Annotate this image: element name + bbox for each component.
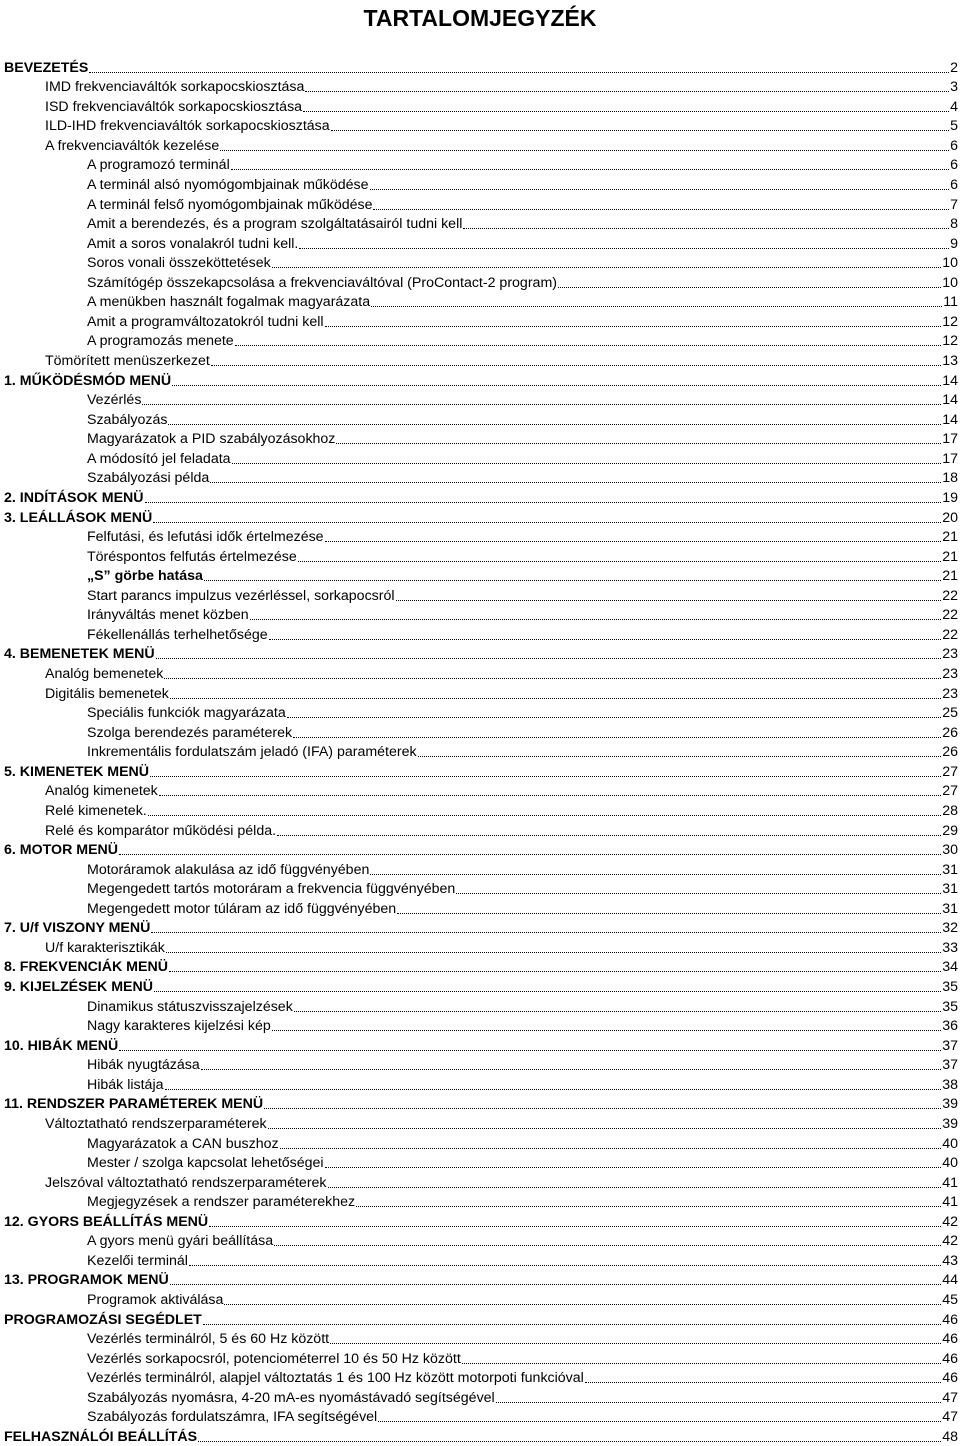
dot-leader [325, 541, 942, 542]
dot-leader [496, 1402, 942, 1403]
dot-leader [272, 1030, 941, 1031]
toc-entry-page: 6 [950, 157, 958, 174]
toc-entry[interactable] [0, 644, 960, 664]
toc-entry-label: Digitális bemenetek [45, 685, 169, 702]
dot-leader [463, 228, 949, 229]
toc-entry[interactable] [0, 1368, 960, 1388]
toc-entry-label: Szolga berendezés paraméterek [87, 724, 293, 741]
toc-title: TARTALOMJEGYZÉK [363, 5, 597, 31]
toc-entry-label: Motoráramok alakulása az idő függvényében [87, 861, 370, 878]
toc-entry-page: 13 [942, 353, 958, 369]
toc-entry[interactable] [0, 800, 960, 820]
toc-entry[interactable] [0, 116, 960, 136]
toc-entry-page: 26 [942, 724, 958, 741]
dot-leader [277, 835, 941, 836]
toc-entry-page: 22 [942, 626, 958, 643]
toc-entry-label: Számítógép összekapcsolása a frekvenciaváltóval (ProContact-2 program) [87, 274, 557, 291]
toc-entry-label: Amit a soros vonalakról tudni kell. [87, 235, 299, 252]
toc-entry[interactable] [0, 390, 960, 410]
toc-entry-page: 3 [950, 79, 958, 96]
dot-leader [198, 1441, 941, 1442]
toc-entry-label: Magyarázatok a PID szabályozásokhoz [87, 431, 336, 448]
toc-entry-label: Start parancs impulzus vezérléssel, sorkapocsról [87, 587, 395, 604]
toc-entry-page: 23 [942, 666, 958, 682]
toc-entry-page: 41 [942, 1194, 958, 1211]
dot-leader [268, 1128, 942, 1129]
toc-entry-page: 40 [942, 1155, 958, 1172]
toc-entry-page: 40 [942, 1135, 958, 1152]
toc-entry[interactable] [0, 761, 960, 781]
toc-entry[interactable] [0, 624, 960, 644]
dot-leader [272, 267, 941, 268]
dot-leader [204, 580, 941, 581]
toc-entry[interactable] [0, 155, 960, 175]
toc-entry-page: 35 [942, 979, 958, 995]
toc-entry[interactable] [0, 722, 960, 742]
toc-entry-page: 7 [950, 196, 958, 213]
toc-entry-page: 14 [942, 411, 958, 428]
toc-entry-label: 3. LEÁLLÁSOK MENÜ [4, 509, 153, 526]
dot-leader [462, 1363, 941, 1364]
toc-entry-label: Felfutási, és lefutási idők értelmezése [87, 529, 324, 546]
toc-entry-label: Dinamikus státuszvisszajelzések [87, 998, 293, 1015]
dot-leader [356, 1206, 941, 1207]
dot-leader [145, 502, 942, 503]
toc-entry[interactable] [0, 859, 960, 879]
toc-entry-label: Programok aktiválása [87, 1292, 224, 1308]
toc-entry-page: 35 [942, 998, 958, 1015]
toc-entry[interactable] [0, 1250, 960, 1270]
toc-entry-page: 39 [942, 1096, 958, 1113]
toc-entry-page: 36 [942, 1018, 958, 1035]
toc-entry-label: A gyors menü gyári beállítása [87, 1233, 274, 1250]
toc-entry-page: 10 [942, 255, 958, 272]
toc-entry-label: Változtatható rendszerparaméterek [45, 1115, 267, 1132]
toc-entry-label: Nagy karakteres kijelzési kép [87, 1018, 271, 1035]
toc-entry-label: Inkrementális fordulatszám jeladó (IFA) paraméterek [87, 744, 417, 761]
toc-entry-page: 31 [942, 881, 958, 898]
toc-entry-label: 7. U/f VISZONY MENÜ [4, 920, 151, 937]
dot-leader [294, 1011, 941, 1012]
toc-entry-label: Vezérlés sorkapocsról, potenciométerrel 10 és 50 Hz között [87, 1350, 461, 1367]
toc-entry-label: PROGRAMOZÁSI SEGÉDLET [4, 1311, 202, 1328]
toc-entry-page: 23 [942, 646, 958, 663]
toc-entry-page: 46 [942, 1370, 958, 1387]
dot-leader [166, 952, 941, 953]
dot-leader [373, 209, 949, 210]
dot-leader [209, 1226, 941, 1227]
toc-entry[interactable] [0, 996, 960, 1016]
dot-leader [418, 756, 942, 757]
toc-entry-label: Vezérlés [87, 392, 142, 409]
toc-entry-label: A terminál felső nyomógombjainak működése [87, 196, 373, 213]
dot-leader [170, 698, 941, 699]
toc-entry[interactable] [0, 1192, 960, 1212]
dot-leader [201, 1069, 941, 1070]
toc-entry[interactable] [0, 937, 960, 957]
toc-entry-page: 31 [942, 861, 958, 878]
dot-leader [330, 1343, 941, 1344]
toc-entry-page: 21 [942, 568, 958, 585]
toc-entry-label: Megjegyzések a rendszer paraméterekhez [87, 1194, 356, 1211]
dot-leader [170, 1284, 941, 1285]
toc-entry-label: Hibák listája [87, 1076, 164, 1093]
dot-leader [159, 795, 941, 796]
toc-entry-page: 19 [942, 489, 958, 506]
toc-entry-label: 6. MOTOR MENÜ [4, 842, 119, 859]
dot-leader [370, 874, 941, 875]
toc-entry-page: 27 [942, 763, 958, 780]
toc-entry-label: Megengedett tartós motoráram a frekvencia függvényében [87, 881, 456, 898]
dot-leader [231, 169, 949, 170]
toc-entry[interactable] [0, 1407, 960, 1427]
toc-entry[interactable] [0, 77, 960, 97]
toc-entry[interactable] [0, 292, 960, 312]
toc-entry-page: 4 [950, 98, 958, 115]
dot-leader [150, 776, 941, 777]
dot-leader [299, 248, 949, 249]
dot-leader [298, 561, 941, 562]
toc-entry[interactable] [0, 1172, 960, 1192]
toc-entry[interactable] [0, 527, 960, 547]
toc-entry[interactable] [0, 781, 960, 801]
toc-entry-page: 29 [942, 822, 958, 839]
toc-entry-page: 47 [942, 1409, 958, 1426]
dot-leader [189, 1265, 941, 1266]
toc-entry-label: Relé és komparátor működési példa. [45, 822, 277, 839]
toc-entry-label: Relé kimenetek. [45, 802, 147, 819]
toc-entry[interactable] [0, 1231, 960, 1251]
table-of-contents [0, 57, 960, 1446]
toc-entry-label: ISD frekvenciaváltók sorkapocskiosztása [45, 98, 303, 115]
toc-entry-page: 30 [942, 842, 958, 859]
toc-entry-label: Analóg kimenetek [45, 783, 158, 800]
dot-leader [336, 443, 941, 444]
toc-entry-page: 9 [950, 235, 958, 252]
dot-leader [210, 482, 941, 483]
toc-entry[interactable] [0, 331, 960, 351]
toc-entry[interactable] [0, 350, 960, 370]
dot-leader [287, 717, 941, 718]
toc-entry-page: 32 [942, 920, 958, 937]
toc-entry-page: 11 [943, 294, 958, 311]
toc-entry-page: 6 [950, 137, 958, 154]
toc-entry-label: Töréspontos felfutás értelmezése [87, 548, 297, 565]
toc-entry[interactable] [0, 1426, 960, 1446]
dot-leader [119, 854, 941, 855]
dot-leader [280, 1148, 942, 1149]
dot-leader [396, 600, 942, 601]
toc-entry-page: 2 [950, 59, 958, 76]
toc-entry-page: 14 [942, 392, 958, 409]
toc-entry-page: 34 [942, 959, 958, 976]
toc-entry[interactable] [0, 1153, 960, 1173]
toc-entry[interactable] [0, 1211, 960, 1231]
toc-entry[interactable] [0, 840, 960, 860]
toc-entry[interactable] [0, 311, 960, 331]
toc-entry[interactable] [0, 96, 960, 116]
toc-entry[interactable] [0, 253, 960, 273]
toc-entry-page: 31 [942, 900, 958, 917]
toc-entry[interactable] [0, 1113, 960, 1133]
toc-entry[interactable] [0, 957, 960, 977]
toc-entry-label: FELHASZNÁLÓI BEÁLLÍTÁS [4, 1428, 198, 1445]
toc-entry-label: Szabályozási példa [87, 470, 210, 487]
toc-entry-label: 5. KIMENETEK MENÜ [4, 763, 150, 780]
toc-entry-label: Analóg bemenetek [45, 666, 164, 682]
toc-entry[interactable] [0, 174, 960, 194]
dot-leader [224, 1304, 941, 1305]
toc-entry-page: 42 [942, 1233, 958, 1250]
toc-entry[interactable] [0, 605, 960, 625]
dot-leader [220, 150, 949, 151]
toc-entry-label: A menükben használt fogalmak magyarázata [87, 294, 371, 311]
toc-entry-label: A programozó terminál [87, 157, 230, 174]
toc-entry-label: BEVEZETÉS [4, 59, 89, 76]
toc-entry-label: Szabályozás nyomásra, 4-20 mA-es nyomástávadó segítségével [87, 1389, 495, 1406]
toc-entry-label: „S” görbe hatása [87, 568, 203, 585]
toc-entry[interactable] [0, 487, 960, 507]
toc-entry[interactable] [0, 1016, 960, 1036]
toc-entry-label: Kezelői terminál [87, 1252, 188, 1269]
toc-entry-label: A terminál alsó nyomógombjainak működése [87, 176, 369, 193]
toc-entry-label: 12. GYORS BEÁLLÍTÁS MENÜ [4, 1213, 209, 1230]
toc-entry-page: 21 [942, 529, 958, 546]
toc-entry-page: 26 [942, 744, 958, 761]
toc-entry[interactable] [0, 1387, 960, 1407]
toc-entry[interactable] [0, 703, 960, 723]
toc-entry-page: 33 [942, 939, 958, 956]
toc-entry[interactable] [0, 1289, 960, 1309]
toc-entry[interactable] [0, 1133, 960, 1153]
dot-leader [119, 1050, 941, 1051]
dot-leader [378, 1421, 941, 1422]
dot-leader [203, 1324, 941, 1325]
toc-entry-label: 11. RENDSZER PARAMÉTEREK MENÜ [4, 1096, 264, 1113]
toc-entry-page: 5 [950, 118, 958, 135]
toc-entry-label: 13. PROGRAMOK MENÜ [4, 1272, 169, 1289]
toc-entry-label: Speciális funkciók magyarázata [87, 705, 286, 722]
toc-entry-label: Tömörített menüszerkezet [45, 353, 210, 369]
toc-entry-page: 20 [942, 509, 958, 526]
toc-entry-page: 42 [942, 1213, 958, 1230]
toc-entry-label: A programozás menete [87, 333, 234, 350]
toc-entry[interactable] [0, 1270, 960, 1290]
toc-entry-label: Vezérlés terminálról, alapjel változtatás 1 és 100 Hz között motorpoti funkcióval [87, 1370, 584, 1387]
toc-entry[interactable] [0, 1074, 960, 1094]
toc-entry-page: 22 [942, 607, 958, 624]
toc-entry-label: 9. KIJELZÉSEK MENÜ [4, 979, 153, 995]
toc-entry-label: Megengedett motor túláram az idő függvényében [87, 900, 397, 917]
toc-entry-label: U/f karakterisztikák [45, 939, 165, 956]
dot-leader [274, 1245, 941, 1246]
toc-entry-page: 48 [942, 1428, 958, 1445]
toc-entry-label: Szabályozás fordulatszámra, IFA segítségével [87, 1409, 378, 1426]
toc-entry-label: Amit a berendezés, és a program szolgáltatásairól tudni kell [87, 216, 463, 233]
dot-leader [168, 424, 941, 425]
toc-entry-page: 17 [942, 431, 958, 448]
toc-entry[interactable] [0, 1348, 960, 1368]
toc-entry-page: 41 [942, 1174, 958, 1191]
toc-entry[interactable] [0, 742, 960, 762]
dot-leader [156, 658, 942, 659]
toc-entry-page: 23 [942, 685, 958, 702]
toc-entry-page: 37 [942, 1057, 958, 1074]
dot-leader [397, 913, 941, 914]
dot-leader [305, 91, 949, 92]
dot-leader [269, 639, 942, 640]
toc-entry-page: 25 [942, 705, 958, 722]
dot-leader [142, 404, 941, 405]
toc-entry-page: 10 [942, 274, 958, 291]
toc-entry-page: 27 [942, 783, 958, 800]
toc-entry-label: IMD frekvenciaváltók sorkapocskiosztása [45, 79, 305, 96]
toc-entry-label: ILD-IHD frekvenciaváltók sorkapocskiosztása [45, 118, 330, 135]
toc-entry[interactable] [0, 135, 960, 155]
toc-entry-label: Amit a programváltozatokról tudni kell [87, 313, 324, 330]
toc-entry-page: 12 [942, 333, 958, 350]
toc-entry[interactable] [0, 879, 960, 899]
dot-leader [303, 111, 949, 112]
toc-entry[interactable] [0, 57, 960, 77]
toc-entry-label: Irányváltás menet közben [87, 607, 249, 624]
toc-entry-label: Fékellenállás terhelhetősége [87, 626, 268, 643]
toc-entry-label: Jelszóval változtatható rendszerparaméterek [45, 1174, 327, 1191]
dot-leader [325, 1167, 942, 1168]
dot-leader [370, 189, 950, 190]
dot-leader [558, 287, 941, 288]
toc-entry-label: Szabályozás [87, 411, 168, 428]
toc-entry-page: 44 [942, 1272, 958, 1289]
dot-leader [235, 345, 942, 346]
toc-entry[interactable] [0, 1309, 960, 1329]
toc-entry-page: 12 [942, 313, 958, 330]
dot-leader [328, 1187, 942, 1188]
dot-leader [164, 678, 941, 679]
toc-entry-page: 38 [942, 1076, 958, 1093]
toc-entry-page: 8 [950, 216, 958, 233]
toc-entry[interactable] [0, 468, 960, 488]
dot-leader [148, 815, 941, 816]
toc-entry[interactable] [0, 585, 960, 605]
toc-entry-page: 37 [942, 1037, 958, 1054]
dot-leader [293, 737, 941, 738]
dot-leader [325, 326, 942, 327]
toc-entry-page: 28 [942, 802, 958, 819]
toc-entry[interactable] [0, 429, 960, 449]
toc-entry[interactable] [0, 370, 960, 390]
toc-entry-label: A frekvenciaváltók kezelése [45, 137, 220, 154]
toc-entry-label: A módosító jel feladata [87, 450, 231, 467]
toc-entry-page: 46 [942, 1311, 958, 1328]
dot-leader [250, 619, 942, 620]
toc-entry-page: 46 [942, 1331, 958, 1348]
dot-leader [456, 893, 941, 894]
dot-leader [169, 971, 941, 972]
dot-leader [172, 385, 941, 386]
toc-entry-label: 1. MŰKÖDÉSMÓD MENÜ [4, 372, 172, 389]
dot-leader [153, 522, 941, 523]
toc-entry[interactable] [0, 272, 960, 292]
toc-entry[interactable] [0, 448, 960, 468]
toc-entry-label: Mester / szolga kapcsolat lehetőségei [87, 1155, 324, 1172]
toc-entry-page: 18 [942, 470, 958, 487]
toc-entry[interactable] [0, 1094, 960, 1114]
toc-entry-page: 45 [942, 1292, 958, 1308]
toc-entry[interactable] [0, 976, 960, 996]
toc-entry-label: 4. BEMENETEK MENÜ [4, 646, 155, 663]
toc-entry[interactable] [0, 409, 960, 429]
toc-entry-page: 47 [942, 1389, 958, 1406]
toc-entry-label: Vezérlés terminálról, 5 és 60 Hz között [87, 1331, 330, 1348]
toc-entry[interactable] [0, 546, 960, 566]
toc-entry-label: Hibák nyugtázása [87, 1057, 200, 1074]
toc-entry[interactable] [0, 194, 960, 214]
toc-entry-label: 10. HIBÁK MENÜ [4, 1037, 119, 1054]
dot-leader [585, 1382, 941, 1383]
toc-entry-page: 17 [942, 450, 958, 467]
dot-leader [211, 365, 941, 366]
toc-entry[interactable] [0, 820, 960, 840]
dot-leader [331, 130, 949, 131]
dot-leader [264, 1108, 941, 1109]
toc-entry-page: 6 [950, 176, 958, 193]
dot-leader [154, 991, 941, 992]
dot-leader [89, 72, 949, 73]
toc-entry[interactable] [0, 1035, 960, 1055]
toc-entry[interactable] [0, 1329, 960, 1349]
toc-entry-page: 46 [942, 1350, 958, 1367]
toc-entry[interactable] [0, 507, 960, 527]
toc-entry-label: Soros vonali összeköttetések [87, 255, 271, 272]
toc-entry-page: 43 [942, 1252, 958, 1269]
toc-entry[interactable] [0, 918, 960, 938]
dot-leader [151, 932, 941, 933]
toc-entry[interactable] [0, 233, 960, 253]
toc-entry-page: 39 [942, 1115, 958, 1132]
dot-leader [232, 463, 942, 464]
toc-entry-page: 22 [942, 587, 958, 604]
toc-entry[interactable] [0, 898, 960, 918]
toc-entry[interactable] [0, 1055, 960, 1075]
toc-entry[interactable] [0, 566, 960, 586]
toc-entry-page: 21 [942, 548, 958, 565]
toc-entry-label: 2. INDÍTÁSOK MENÜ [4, 489, 144, 506]
toc-entry[interactable] [0, 214, 960, 234]
toc-entry[interactable] [0, 663, 960, 683]
toc-entry[interactable] [0, 683, 960, 703]
toc-entry-page: 14 [942, 372, 958, 389]
dot-leader [165, 1089, 942, 1090]
toc-entry-label: Magyarázatok a CAN buszhoz [87, 1135, 279, 1152]
dot-leader [371, 306, 942, 307]
toc-entry-label: 8. FREKVENCIÁK MENÜ [4, 959, 168, 976]
